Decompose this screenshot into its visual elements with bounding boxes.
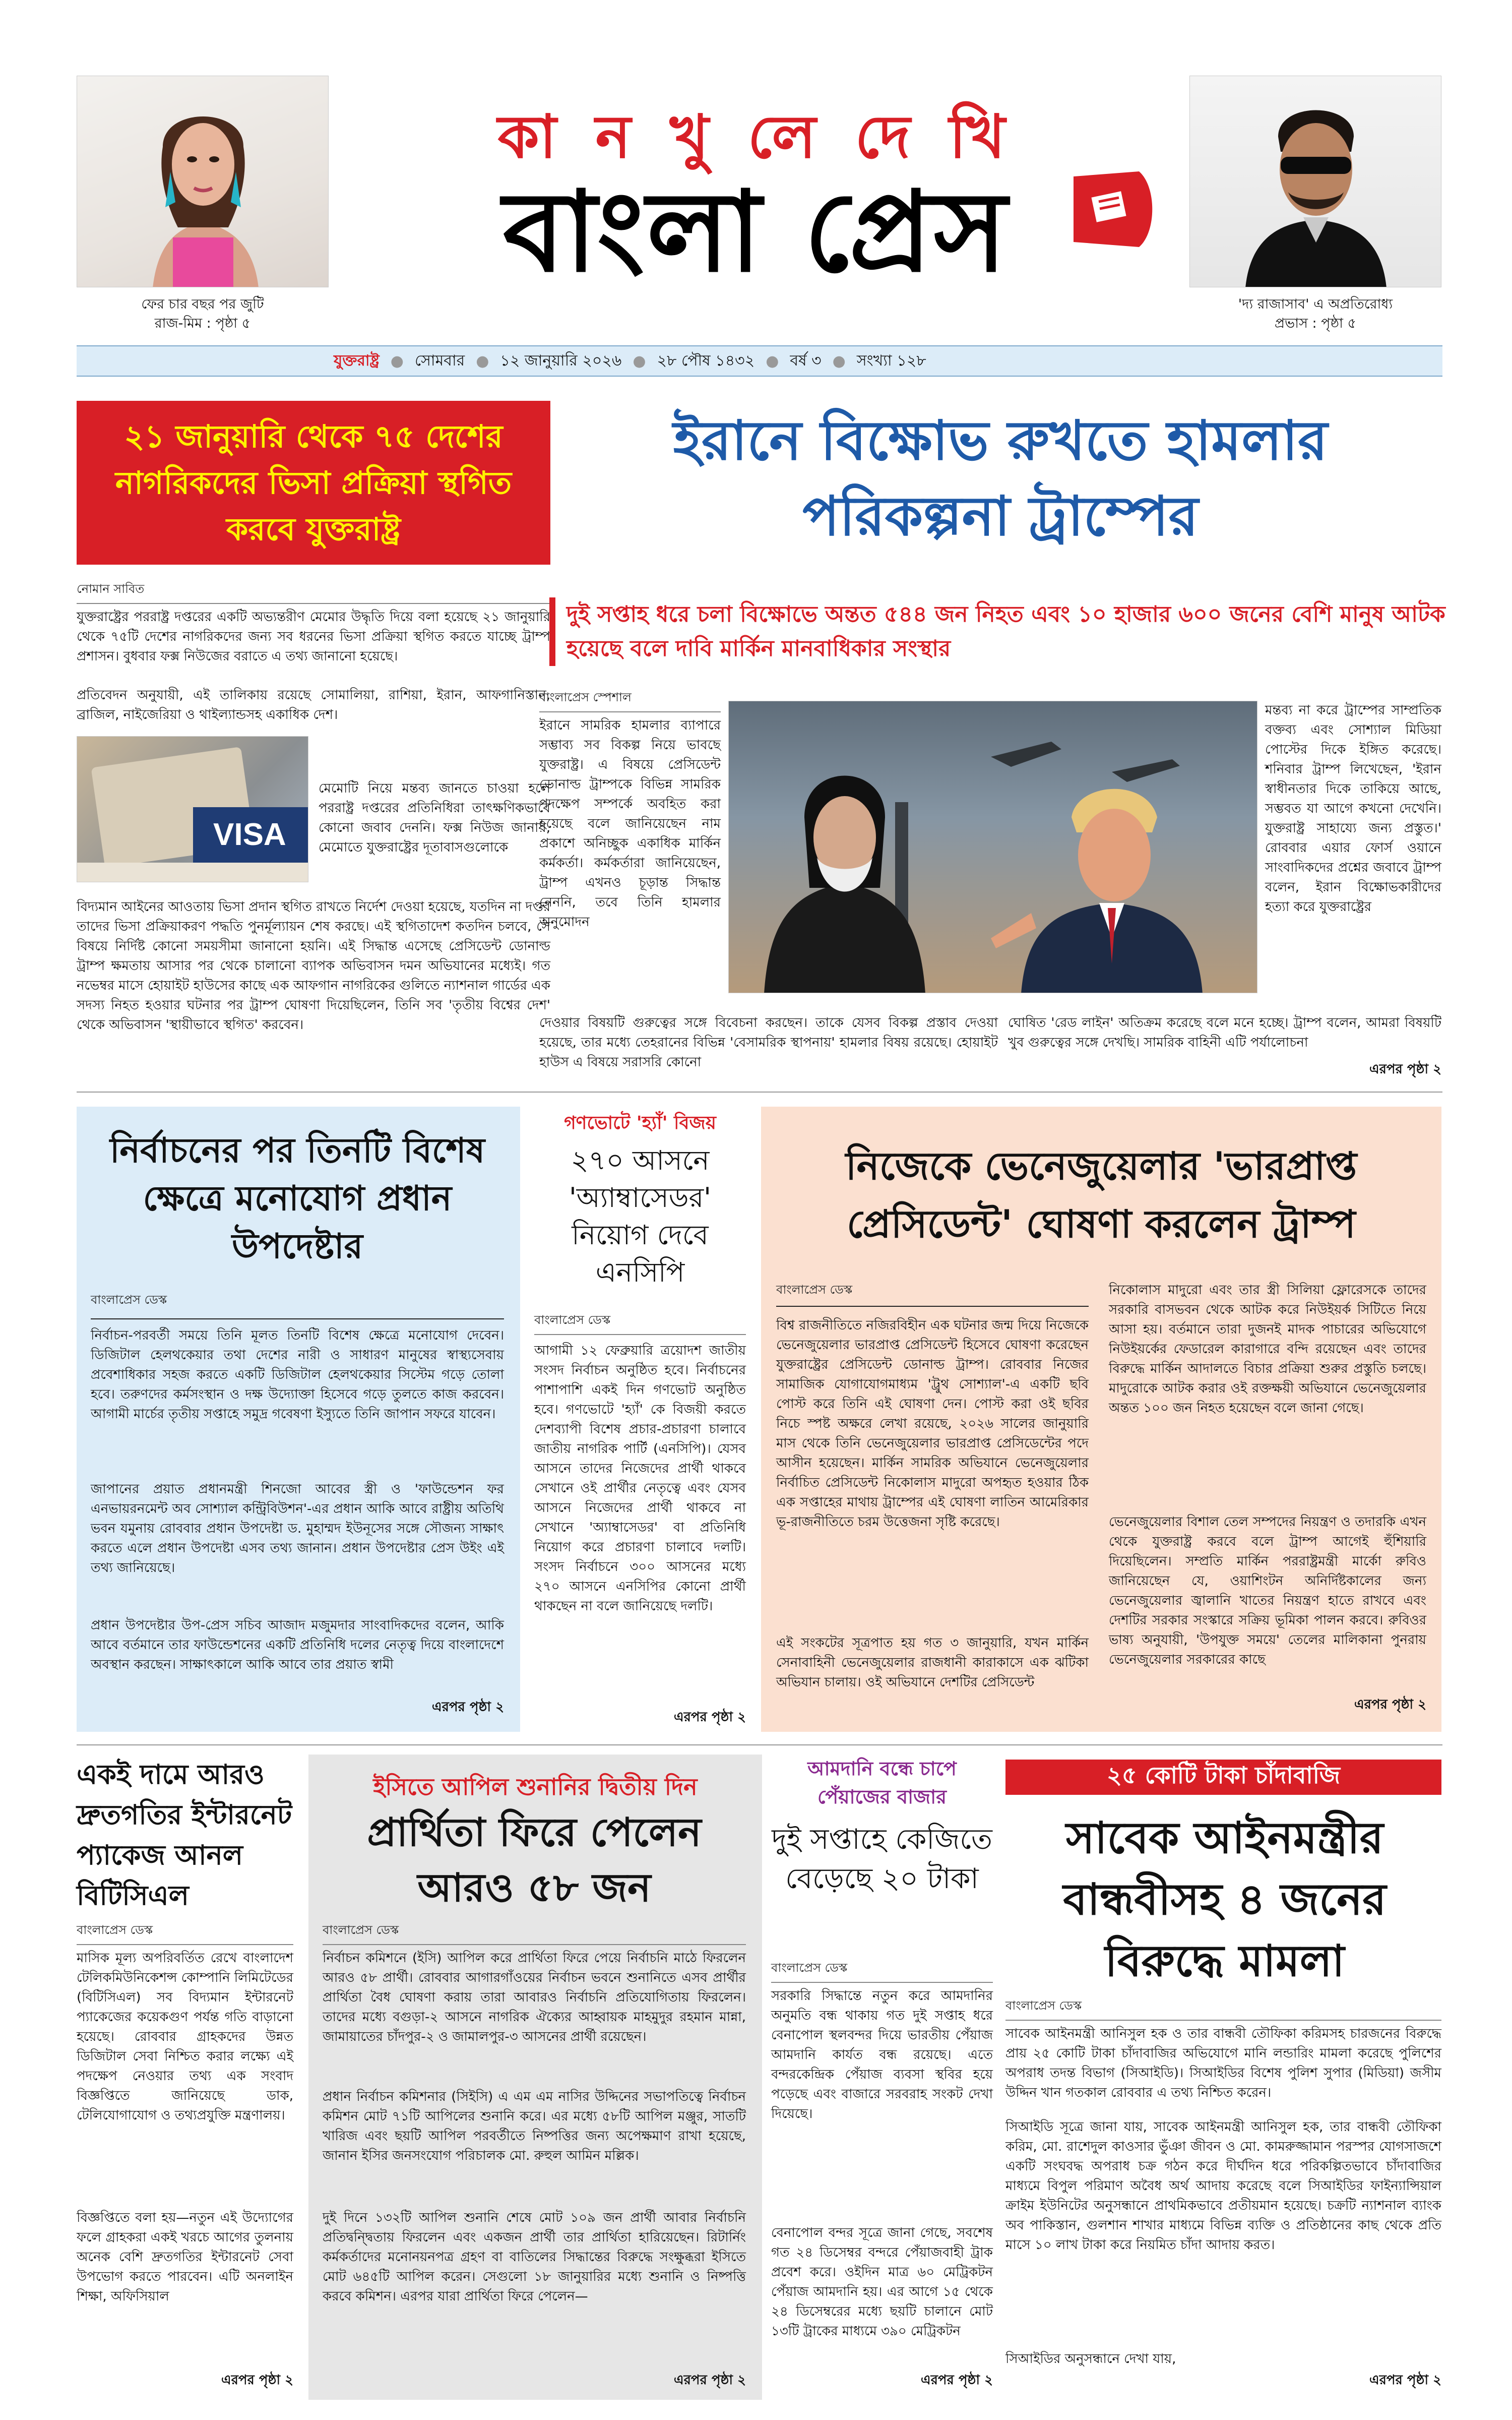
onion-paragraph-1: সরকারি সিদ্ধান্তে নতুন করে আমদানির অনুমতি বন্ধ থাকায় গত দুই সপ্তাহ ধরে বেনাপোল স্থলবন্দর দিয়ে ভারতীয় পেঁয়াজ আমদানি কার্যত বন্ধ রয়েছে। এতে বন্দরকেন্দ্রিক পেঁয়াজ ব্যবসা স্থবির হয়ে পড়েছে এবং বাজারে সরবরাহ সংকট দেখা দিয়েছে। <box>771 1988 993 2122</box>
btcl-paragraph-1: মাসিক মূল্য অপরিবর্তিত রেখে বাংলাদেশ টেলিকমিউনিকেশন্স কোম্পানি লিমিটেডের (বিটিসিএল) সব বিদ্যমান ইন্টারনেট প্যাকেজের কয়েকগুণ পর্যন্ত গতি বাড়ানো হয়েছে। রোববার গ্রাহকদের উন্নত ডিজিটাল সেবা নিশ্চিত করার লক্ষ্যে এই পদক্ষেপ নেওয়ার তথ্য এক সংবাদ বিজ্ঞপ্তিতে জানিয়েছে ডাক, টেলিযোগাযোগ ও তথ্যপ্রযুক্তি মন্ত্রণালয়। <box>77 1951 293 2123</box>
visa-headline: ২১ জানুয়ারি থেকে ৭৫ দেশের নাগরিকদের ভিসা প্রক্রিয়া স্থগিত করবে যুক্তরাষ্ট্র <box>115 417 512 548</box>
masthead-title: বাংলা প্রেস <box>502 167 1010 296</box>
ncp-continued-link[interactable]: এরপর পৃষ্ঠা ২ <box>673 1710 746 1725</box>
dateline-year: বর্ষ ৩ <box>790 351 822 370</box>
extortion-paragraph-1: সাবেক আইনমন্ত্রী আনিসুল হক ও তার বান্ধবী তৌফিকা করিমসহ চারজনের বিরুদ্ধে প্রায় ২৫ কোটি টাকা চাঁদাবাজির অভিযোগে মানি লন্ডারিং মামলা করেছে পুলিশের অপরাধ তদন্ত বিভাগ (সিআইডি)। সিআইডির বিশেষ পুলিশ সুপার (মিডিয়া) জসীম উদ্দিন খান গতকাল রোববার এ তথ্য নিশ্চিত করেন। <box>1005 2026 1441 2100</box>
dateline-issue: সংখ্যা ১২৮ <box>856 351 926 370</box>
dateline-day: সোমবার <box>414 351 465 370</box>
visa-photo <box>77 736 308 882</box>
iran-byline: বাংলাপ্রেস স্পেশাল <box>539 688 721 712</box>
candidacy-byline: বাংলাপ্রেস ডেস্ক <box>323 1921 746 1945</box>
candidacy-paragraph-2: প্রধান নির্বাচন কমিশনার (সিইসি) এ এম এম নাসির উদ্দিনের সভাপতিত্বে নির্বাচন কমিশন মোট ৭১টি আপিলের শুনানি করে। এর মধ্যে ৫৮টি আপিল মঞ্জুর, সাতটি খারিজ এবং ছয়টি আপিল পরবর্তীতে নিষ্পত্তির জন্য অপেক্ষমাণ রাখা হয়েছে, জানান ইসির জনসংযোগ পরিচালক মো. রুহুল আমিন মল্লিক। <box>323 2089 746 2163</box>
venezuela-paragraph-3: নিকোলাস মাদুরো এবং তার স্ত্রী সিলিয়া ফ্লোরেসকে তাদের সরকারি বাসভবন থেকে আটক করে নিউইয়র্ক সিটিতে নিয়ে আসা হয়। বর্তমানে তারা দুজনই মাদক পাচারের অভিযোগে নিউইয়র্কের ফেডারেল কারাগারে বন্দি রয়েছেন এবং তাদের বিরুদ্ধে মার্কিন আদালতে বিচার প্রক্রিয়া শুরুর প্রস্তুতি চলছে। মাদুরোকে আটক করার ওই রক্তক্ষয়ী অভিযানে ভেনেজুয়েলার অন্তত ১০০ জন নিহত হয়েছেন বলে জানা গেছে। <box>1109 1283 1426 1416</box>
extortion-kicker: ২৫ কোটি টাকা চাঁদাবাজি <box>1106 1762 1341 1789</box>
iran-headline[interactable] <box>559 403 1441 555</box>
section-divider-1 <box>77 1092 1442 1093</box>
ncp-byline: বাংলাপ্রেস ডেস্ক <box>534 1311 746 1335</box>
btcl-byline: বাংলাপ্রেস ডেস্ক <box>77 1921 293 1945</box>
left-caption-page[interactable]: রাজ-মিম : পৃষ্ঠা ৫ <box>154 316 251 331</box>
ncp-kicker: গণভোটে 'হ্যাঁ' বিজয় <box>564 1113 716 1133</box>
extortion-paragraph-3: সিআইডির অনুসন্ধানে দেখা যায়, <box>1005 2351 1176 2367</box>
ncp-paragraph-1: আগামী ১২ ফেব্রুয়ারি ত্রয়োদশ জাতীয় সংসদ নির্বাচন অনুষ্ঠিত হবে। নির্বাচনের পাশাপাশি একই দিন গণভোট অনুষ্ঠিত হবে। গণভোটে 'হ্যাঁ' কে বিজয়ী করতে দেশব্যাপী বিশেষ প্রচার-প্রচারণা চালাবে জাতীয় নাগরিক পার্টি (এনসিপি)। যেসব আসনে তাদের নিজেদের প্রার্থী থাকবে সেখানে ওই প্রার্থীর নেতৃত্বে এবং যেসব আসনে নিজেদের প্রার্থী থাকবে না সেখানে 'অ্যাম্বাসেডর' বা প্রতিনিধি নিয়োগ করে প্রচারণা চালাবে দলটি। সংসদ নির্বাচনে ৩০০ আসনের মধ্যে ২৭০ আসনে এনসিপির কোনো প্রার্থী থাকছেন না বলে জানিয়েছে দলটি। <box>534 1343 746 1614</box>
venezuela-continued-link[interactable]: এরপর পৃষ্ঠা ২ <box>1354 1697 1426 1712</box>
venezuela-rule <box>776 1306 1089 1307</box>
candidacy-paragraph-3: দুই দিনে ১৩২টি আপিল শুনানি শেষে মোট ১০৯ জন প্রার্থী আবার নির্বাচনি প্রতিদ্বন্দ্বিতায় ফিরলেন এবং একজন প্রার্থী তার প্রার্থিতা হারিয়েছেন। রিটার্নিং কর্মকর্তাদের মনোনয়নপত্র গ্রহণ বা বাতিলের সিদ্ধান্তের বিরুদ্ধে সংক্ষুব্ধরা ইসিতে মোট ৬৪৫টি আপিল করেন। সেগুলো ১৮ জানুয়ারির মধ্যে শুনানি ও নিষ্পত্তি করবে কমিশন। এরপর যারা প্রার্থিতা ফিরে পেলেন— <box>323 2210 746 2304</box>
advisor-paragraph-3: প্রধান উপদেষ্টার উপ-প্রেস সচিব আজাদ মজুমদার সাংবাদিকদের বলেন, আকি আবে বর্তমানে তার ফাউন্ডেশনের একটি প্রতিনিধি দলের নেতৃত্ব দিয়ে বাংলাদেশে অবস্থান করছেন। সাক্ষাৎকালে আকি আবে তার প্রয়াত স্বামী <box>91 1618 504 1672</box>
right-photo-caption <box>1189 295 1441 333</box>
onion-kicker: আমদানি বন্ধে চাপে পেঁয়াজের বাজার <box>807 1758 957 1808</box>
extortion-continued-link[interactable]: এরপর পৃষ্ঠা ২ <box>1369 2373 1441 2388</box>
advisor-headline[interactable]: নির্বাচনের পর তিনটি বিশেষ ক্ষেত্রে মনোযোগ প্রধান উপদেষ্টার <box>109 1131 485 1266</box>
extortion-kicker-box <box>1005 1760 1441 1795</box>
venezuela-paragraph-2: এই সংকটের সূত্রপাত হয় গত ৩ জানুয়ারি, যখন মার্কিন সেনাবাহিনী ভেনেজুয়েলার রাজধানী কারাকাসে এক ঝটিকা অভিযান চালায়। ওই অভিযানে দেশটির প্রেসিডেন্ট <box>776 1636 1089 1690</box>
iran-subhead-text: দুই সপ্তাহ ধরে চলা বিক্ষোভে অন্তত ৫৪৪ জন নিহত এবং ১০ হাজার ৬০০ জনের বেশি মানুষ আটক হয়েছে বলে দাবি মার্কিন মানবাধিকার সংস্থার <box>566 601 1445 661</box>
right-caption-line-2 <box>1189 314 1441 333</box>
onion-continued-link[interactable]: এরপর পৃষ্ঠা ২ <box>920 2373 993 2388</box>
advisor-paragraph-1: নির্বাচন-পরবর্তী সময়ে তিনি মূলত তিনটি বিশেষ ক্ষেত্রে মনোযোগ দেবেন। ডিজিটাল হেলথকেয়ার তথা দেশের নারী ও সাধারণ মানুষের স্বাস্থ্যসেবায় প্রবেশাধিকার সহজ করতে একটি ডিজিটাল হেলথকেয়ার সিস্টেম গড়ে তোলা হবে। তরুণদের কর্মসংস্থান ও দক্ষ উদ্যোক্তা হিসেবে গড়ে তুলতে কাজ করবেন। আগামী মার্চের তৃতীয় সপ্তাহে সমুদ্র গবেষণা ইস্যুতে তিনি জাপান সফরে যাবেন। <box>91 1328 504 1422</box>
advisor-byline: বাংলাপ্রেস ডেস্ক <box>91 1293 167 1307</box>
btcl-continued-link[interactable]: এরপর পৃষ্ঠা ২ <box>221 2373 293 2388</box>
visa-paragraph-2: প্রতিবেদন অনুযায়ী, এই তালিকায় রয়েছে সোমালিয়া, রাশিয়া, ইরান, আফগানিস্তান, ব্রাজিল, নাইজেরিয়া ও থাইল্যান্ডসহ একাধিক দেশ। <box>77 688 550 722</box>
left-photo-caption <box>77 295 329 333</box>
dateline-bangla-date: ২৮ পৌষ ১৪৩২ <box>657 351 755 370</box>
candidacy-continued-link[interactable]: এরপর পৃষ্ঠা ২ <box>673 2373 746 2388</box>
iran-paragraph-left: ইরানে সামরিক হামলার ব্যাপারে সম্ভাব্য সব বিকল্প নিয়ে ভাবছে যুক্তরাষ্ট্র। এ বিষয়ে প্রেসিডেন্ট ডোনাল্ড ট্রাম্পকে বিভিন্ন সামরিক পদক্ষেপ সম্পর্কে অবহিত করা হয়েছে বলে জানিয়েছেন নাম প্রকাশে অনিচ্ছুক একাধিক মার্কিন কর্মকর্তা। কর্মকর্তারা জানিয়েছেন, ট্রাম্প এখনও চূড়ান্ত সিদ্ধান্ত নেননি, তবে তিনি হামলার অনুমোদন <box>539 718 721 930</box>
advisor-rule <box>91 1318 504 1319</box>
btcl-paragraph-2: বিজ্ঞপ্তিতে বলা হয়—নতুন এই উদ্যোগের ফলে গ্রাহকরা একই খরচে আগের তুলনায় অনেক বেশি দ্রুতগতির ইন্টারনেট সেবা উপভোগ করতে পারবেন। এটি অনলাইন শিক্ষা, অফিসিয়াল <box>77 2210 293 2304</box>
masthead-logo-icon <box>1063 166 1159 252</box>
dateline-country: যুক্তরাষ্ট্র <box>334 351 380 370</box>
actress-photo <box>77 76 329 287</box>
venezuela-paragraph-4: ভেনেজুয়েলার বিশাল তেল সম্পদের নিয়ন্ত্রণ ও তদারকি এখন থেকে যুক্তরাষ্ট্র করবে বলে ট্রাম্প আগেই হুঁশিয়ারি দিয়েছিলেন। সম্প্রতি মার্কিন পররাষ্ট্রমন্ত্রী মার্কো রুবিও জানিয়েছেন যে, ওয়াশিংটন অনির্দিষ্টকালের জন্য ভেনেজুয়েলার জ্বালানি খাতের নিয়ন্ত্রণ হাতে রাখবে এবং দেশটির সরকার সংস্কারে সক্রিয় ভূমিকা পালন করবে। রুবিওর ভাষ্য অনুযায়ী, 'উপযুক্ত সময়ে' তেলের মালিকানা পুনরায় ভেনেজুয়েলার সরকারের কাছে <box>1109 1515 1426 1667</box>
candidacy-kicker: ইসিতে আপিল শুনানির দ্বিতীয় দিন <box>373 1773 698 1800</box>
dateline-date: ১২ জানুয়ারি ২০২৬ <box>500 351 622 370</box>
dateline-bar: যুক্তরাষ্ট্র ● সোমবার ● ১২ জানুয়ারি ২০২৬ ● ২৮ পৌষ ১৪৩২ ● বর্ষ ৩ ● সংখ্যা ১২৮ <box>77 345 1442 377</box>
visa-intro <box>77 608 550 667</box>
section-divider-2 <box>77 1744 1442 1745</box>
iran-headline-line-2: পরিকল্পনা ট্রাম্পের <box>802 485 1199 548</box>
iran-photo <box>728 701 1257 993</box>
candidacy-paragraph-1: নির্বাচন কমিশনে (ইসি) আপিল করে প্রার্থিতা ফিরে পেয়ে নির্বাচনি মাঠে ফিরলেন আরও ৫৮ প্রার্থী। রোববার আগারগাঁওয়ের নির্বাচন ভবনে শুনানিতে এসব প্রার্থীর প্রার্থিতা বৈধ ঘোষণা করায় তারা আবারও নির্বাচনি প্রতিযোগিতায় ফিরলেন। তাদের মধ্যে বগুড়া-২ আসনে নাগরিক ঐক্যের আহ্বায়ক মাহমুদুর রহমান মান্না, জামায়াতের চাঁদপুর-২ ও জামালপুর-৩ আসনের প্রার্থী রয়েছেন। <box>323 1951 746 2044</box>
visa-paragraph-3: মেমোটি নিয়ে মন্তব্য জানতে চাওয়া হলে পররাষ্ট্র দপ্তরের প্রতিনিধিরা তাৎক্ষণিকভাবে কোনো জবাব দেননি। ফক্স নিউজ জানায়, মেমোতে যুক্তরাষ্ট্রের দূতাবাসগুলোকে <box>319 781 550 855</box>
btcl-headline[interactable]: একই দামে আরও দ্রুতগতির ইন্টারনেট প্যাকেজ আনল বিটিসিএল <box>77 1759 292 1911</box>
right-caption-line-1: 'দ্য রাজাসাব' এ অপ্রতিরোধ্য <box>1238 296 1393 312</box>
iran-continued-link[interactable]: এরপর পৃষ্ঠা ২ <box>1369 1062 1441 1077</box>
extortion-byline: বাংলাপ্রেস ডেস্ক <box>1005 1996 1441 2021</box>
actor-photo <box>1189 76 1441 287</box>
extortion-paragraph-2: সিআইডি সূত্রে জানা যায়, সাবেক আইনমন্ত্রী আনিসুল হক, তার বান্ধবী তৌফিকা করিম, মো. রাশেদুল কাওসার ভুঁঞা জীবন ও মো. কামরুজ্জামান পরস্পর যোগসাজশে একটি সংঘবদ্ধ অপরাধ চক্র গঠন করে দীর্ঘদিন ধরে পরিকল্পিতভাবে চাঁদাবাজির মাধ্যমে বিপুল পরিমাণ অবৈধ অর্থ আদায় করেছে বলে সিআইডির ফাইন্যান্সিয়াল ক্রাইম ইউনিটের অনুসন্ধানে প্রাথমিকভাবে প্রতীয়মান হয়েছে। চক্রটি ন্যাশনাল ব্যাংক অব পাকিস্তান, গুলশান শাখার মাধ্যমে বিভিন্ন ব্যক্তি ও প্রতিষ্ঠানের কাছ থেকে প্রতি মাসে ১০ লাখ টাকা করে নিয়মিত চাঁদা আদায় করত। <box>1005 2120 1441 2253</box>
venezuela-headline[interactable]: নিজেকে ভেনেজুয়েলার 'ভারপ্রাপ্ত প্রেসিডেন্ট' ঘোষণা করলেন ট্রাম্প <box>845 1143 1357 1246</box>
iran-subhead <box>549 597 1446 666</box>
onion-headline[interactable]: দুই সপ্তাহে কেজিতে বেড়েছে ২০ টাকা <box>772 1823 992 1895</box>
iran-headline-line-1: ইরানে বিক্ষোভ রুখতে হামলার <box>673 409 1328 472</box>
visa-paragraph-4: বিদ্যমান আইনের আওতায় ভিসা প্রদান স্থগিত রাখতে নির্দেশ দেওয়া হয়েছে, যতদিন না দপ্তর তাদের ভিসা প্রক্রিয়াকরণ পদ্ধতি পুনর্মূল্যায়ন শেষ করছে। এই স্থগিতাদেশ কতদিন চলবে, সে বিষয়ে নির্দিষ্ট কোনো সময়সীমা জানানো হয়নি। এই সিদ্ধান্ত এসেছে প্রেসিডেন্ট ডোনাল্ড ট্রাম্প ক্ষমতায় আসার পর থেকে চালানো ব্যাপক অভিবাসন দমন অভিযানের মধ্যেই। গত নভেম্বর মাসে হোয়াইট হাউসের কাছে এক আফগান নাগরিকের গুলিতে ন্যাশনাল গার্ডের এক সদস্য নিহত হওয়ার ঘটনার পর ট্রাম্প ঘোষণা দিয়েছিলেন, তিনি সব 'তৃতীয় বিশ্বের দেশ' থেকে অভিবাসন 'স্থায়ীভাবে স্থগিত' করবেন। <box>77 899 550 1033</box>
ncp-headline[interactable]: ২৭০ আসনে 'অ্যাম্বাসেডর' নিয়োগ দেবে এনসিপি <box>569 1144 712 1288</box>
right-caption-page[interactable]: প্রভাস : পৃষ্ঠা ৫ <box>1274 316 1357 331</box>
masthead-tagline: কা ন খু লে দে খি <box>497 102 1015 171</box>
candidacy-headline[interactable]: প্রার্থিতা ফিরে পেলেন আরও ৫৮ জন <box>367 1810 702 1911</box>
iran-paragraph-right: মন্তব্য না করে ট্রাম্পের সাম্প্রতিক বক্তব্য এবং সোশ্যাল মিডিয়া পোস্টের দিকে ইঙ্গিত করেছে। শনিবার ট্রাম্প লিখেছেন, 'ইরান স্বাধীনতার দিকে তাকিয়ে আছে, সম্ভবত যা আগে কখনো দেখেনি। যুক্তরাষ্ট্র সাহায্যে জন্য প্রস্তুত।' রোববার এয়ার ফোর্স ওয়ানে সাংবাদিকদের প্রশ্নের জবাবে ট্রাম্প বলেন, ইরান বিক্ষোভকারীদের হত্যা করে যুক্তরাষ্ট্রের <box>1265 703 1441 915</box>
venezuela-paragraph-1: বিশ্ব রাজনীতিতে নজিরবিহীন এক ঘটনার জন্ম দিয়ে নিজেকে ভেনেজুয়েলার ভারপ্রাপ্ত প্রেসিডেন্ট হিসেবে ঘোষণা করেছেন যুক্তরাষ্ট্রের প্রেসিডেন্ট ডোনাল্ড ট্রাম্প। রোববার নিজের সামাজিক যোগাযোগমাধ্যম 'ট্রুথ সোশ্যাল'-এ একটি ছবি পোস্ট করে তিনি এই ঘোষণা দেন। পোস্ট করা ওই ছবির নিচে স্পষ্ট অক্ষরে লেখা রয়েছে, ২০২৬ সালের জানুয়ারি মাস থেকে তিনি ভেনেজুয়েলার ভারপ্রাপ্ত প্রেসিডেন্টের পদে আসীন হয়েছেন। মার্কিন সামরিক অভিযানে ভেনেজুয়েলার নির্বাচিত প্রেসিডেন্ট নিকোলাস মাদুরো অপহৃত হওয়ার ঠিক এক সপ্তাহের মাথায় ট্রাম্পের এই ঘোষণা লাতিন আমেরিকার ভূ-রাজনীতিতে চরম উত্তেজনা সৃষ্টি করেছে। <box>776 1318 1089 1530</box>
iran-paragraph-bottom: দেওয়ার বিষয়টি গুরুত্বের সঙ্গে বিবেচনা করছেন। তাকে যেসব বিকল্প প্রস্তাব দেওয়া হয়েছে, তার মধ্যে তেহরানের বিভিন্ন 'বেসামরিক স্থাপনায়' হামলার বিষয় রয়েছে। হোয়াইট হাউস এ বিষয়ে সরাসরি কোনো <box>539 1015 998 1070</box>
onion-byline: বাংলাপ্রেস ডেস্ক <box>771 1959 993 1983</box>
venezuela-byline: বাংলাপ্রেস ডেস্ক <box>776 1283 853 1297</box>
iran-paragraph-right-bottom: ঘোষিত 'রেড লাইন' অতিক্রম করেছে বলে মনে হচ্ছে। ট্রাম্প বলেন, আমরা বিষয়টি খুব গুরুত্বের সঙ্গে দেখছি। সামরিক বাহিনী এটি পর্যালোচনা <box>1008 1015 1441 1050</box>
visa-byline: নোমান সাবিত <box>77 580 550 604</box>
left-caption-line-2 <box>77 314 329 333</box>
left-caption-line-1: ফের চার বছর পর জুটি <box>141 296 264 312</box>
advisor-paragraph-2: জাপানের প্রয়াত প্রধানমন্ত্রী শিনজো আবের স্ত্রী ও 'ফাউন্ডেশন ফর এনভায়রনমেন্ট অব সোশ্যাল কন্ট্রিবিউশন'-এর প্রধান আকি আবে রাষ্ট্রীয় অতিথি ভবন যমুনায় রোববার প্রধান উপদেষ্টা ড. মুহাম্মদ ইউনূসের সঙ্গে সৌজন্য সাক্ষাৎ করতে এলে প্রধান উপদেষ্টা এসব তথ্য জানান। প্রধান উপদেষ্টার প্রেস উইং এই তথ্য জানিয়েছে। <box>91 1482 504 1576</box>
svg-text:VISA: VISA <box>213 817 286 852</box>
extortion-headline[interactable]: সাবেক আইনমন্ত্রীর বান্ধবীসহ ৪ জনের বিরুদ্ধে মামলা <box>1063 1813 1387 1986</box>
visa-paragraph-1: যুক্তরাষ্ট্রের পররাষ্ট্র দপ্তরের একটি অভ্যন্তরীণ মেমোর উদ্ধৃতি দিয়ে বলা হয়েছে ২১ জানুয়ারি থেকে ৭৫টি দেশের নাগরিকদের জন্য সব ধরনের ভিসা প্রক্রিয়া স্থগিত করতে যাচ্ছে ট্রাম্প প্রশাসন। বুধবার ফক্স নিউজের বরাতে এ তথ্য জানানো হয়েছে। <box>77 610 550 664</box>
onion-paragraph-2: বেনাপোল বন্দর সূত্রে জানা গেছে, সবশেষ গত ২৪ ডিসেম্বর বন্দরে পেঁয়াজবাহী ট্রাক প্রবেশ করে। ওইদিন মাত্র ৬০ মেট্রিকটন পেঁয়াজ আমদানি হয়। এর আগে ১৫ থেকে ২৪ ডিসেম্বরের মধ্যে ছয়টি চালানে মোট ১৩টি ট্রাকের মাধ্যমে ৩৯০ মেট্রিকটন <box>771 2225 993 2339</box>
advisor-continued-link[interactable]: এরপর পৃষ্ঠা ২ <box>431 1700 504 1715</box>
visa-headline-box[interactable] <box>77 401 550 565</box>
